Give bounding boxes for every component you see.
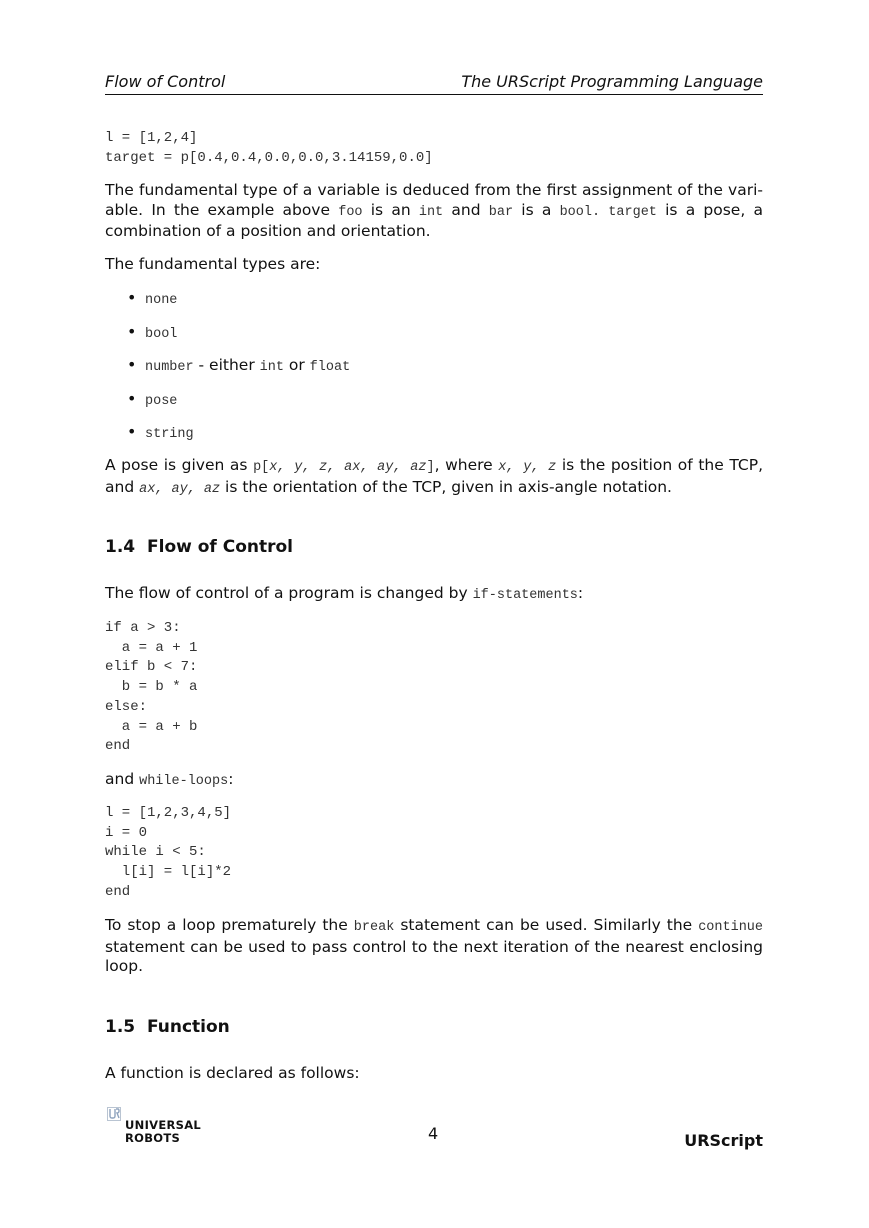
- code-continue: continue: [698, 920, 763, 935]
- type-pose: pose: [145, 393, 178, 409]
- fundamental-types-list: [127, 288, 350, 456]
- list-item: [127, 389, 350, 423]
- text: - either: [193, 356, 260, 374]
- paragraph-function: A function is declared as follows:: [105, 1064, 360, 1082]
- text: is an: [362, 200, 419, 219]
- paragraph-pose: [105, 456, 763, 499]
- code-position: x, y, z: [498, 460, 557, 475]
- section-title: Function: [147, 1017, 230, 1037]
- code-foo: foo: [338, 204, 363, 220]
- code-pose-args: x, y, z, ax, ay, az: [269, 460, 427, 475]
- text: and: [443, 200, 489, 219]
- text: The fundamental type of a variable is deduced from the first assignment of the vari-able. In the example above: [105, 181, 763, 219]
- paragraph-fundamental-type: [105, 181, 763, 242]
- paragraph-flow-of-control: [105, 584, 763, 606]
- paragraph-while-loops: [105, 770, 763, 792]
- code-orientation: ax, ay, az: [139, 481, 221, 497]
- page-number: 4: [428, 1124, 439, 1143]
- text: , where: [434, 456, 499, 474]
- type-int: int: [259, 360, 284, 375]
- text: :: [228, 770, 234, 788]
- text: A pose is given as: [105, 456, 254, 474]
- list-item: [127, 422, 350, 456]
- code-block-assignments: l = [1,2,4] target = p[0.4,0.4,0.0,0.0,3.14159,0.0]: [105, 130, 433, 166]
- code-block-if: if a > 3: a = a + 1 elif b < 7: b = b * a else: a = a + b end: [105, 620, 198, 755]
- code-if-statements: if-statements: [472, 588, 578, 603]
- text: and: [105, 770, 140, 788]
- code-block-while: l = [1,2,3,4,5] i = 0 while i < 5: l[i] = l[i]*2 end: [105, 805, 232, 900]
- text: is the orientation of the TCP, given in axis-angle notation.: [220, 477, 672, 496]
- header-section-title: Flow of Control: [105, 72, 226, 91]
- text: is a pose, a combination of a position and orientation.: [105, 200, 763, 240]
- paragraph-break-continue: [105, 916, 763, 977]
- logo-line-1: UNIVERSAL: [125, 1118, 202, 1132]
- list-item: [127, 355, 350, 389]
- text: statement can be used to pass control to the next iteration of the nearest enclosing loop.: [105, 937, 763, 975]
- text: is the position of the TCP, and: [105, 456, 763, 496]
- section-title: Flow of Control: [147, 537, 294, 557]
- text: :: [577, 584, 584, 602]
- list-item: [127, 322, 350, 356]
- logo-line-2: ROBOTS: [125, 1131, 181, 1145]
- type-string: string: [145, 427, 194, 442]
- type-float: float: [309, 360, 351, 375]
- text: or: [283, 356, 310, 374]
- code-bool: bool.: [559, 204, 601, 220]
- code-break: break: [353, 920, 395, 935]
- section-number: 1.5: [105, 1017, 136, 1037]
- code-bracket: ]: [426, 460, 435, 475]
- logo-text: [125, 1119, 201, 1145]
- type-none: none: [145, 293, 178, 308]
- section-heading-1-5: [105, 1017, 230, 1037]
- header-document-title: The URScript Programming Language: [461, 72, 763, 91]
- type-bool: bool: [145, 326, 178, 342]
- text: To stop a loop prematurely the: [105, 916, 354, 934]
- text: statement can be used. Similarly the: [394, 916, 699, 934]
- code-target: target: [608, 204, 657, 220]
- list-item: [127, 288, 350, 322]
- section-heading-1-4: [105, 537, 293, 557]
- section-number: 1.4: [105, 537, 136, 557]
- running-header: [105, 72, 763, 95]
- paragraph-fundamental-types-intro: The fundamental types are:: [105, 255, 321, 273]
- type-number: number: [145, 360, 194, 375]
- ur-logo-icon: [107, 1107, 121, 1121]
- code-int: int: [418, 204, 444, 220]
- code-while-loops: while-loops: [139, 774, 229, 789]
- text: The flow of control of a program is changed by: [105, 584, 473, 602]
- code-p: p[: [253, 460, 270, 475]
- text: is a: [513, 200, 560, 219]
- footer-document-name: URScript: [684, 1131, 763, 1150]
- universal-robots-logo: [107, 1107, 202, 1147]
- code-bar: bar: [488, 204, 514, 220]
